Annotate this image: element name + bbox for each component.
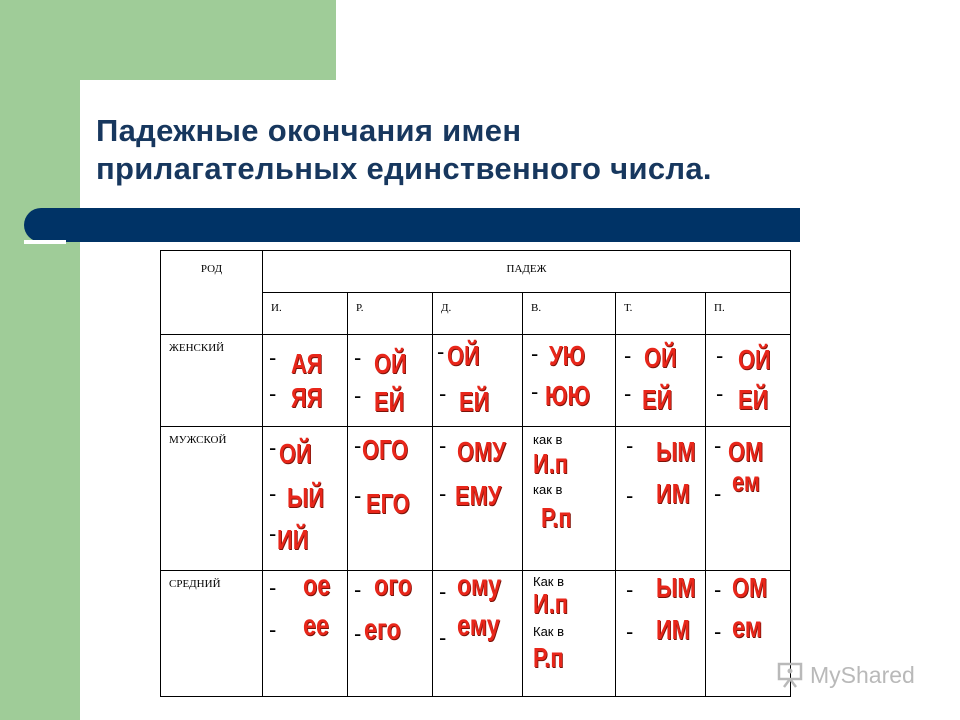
dash: - [269, 481, 277, 506]
dash: - [714, 481, 722, 506]
dash: - [269, 435, 277, 460]
dash: - [716, 381, 724, 406]
dash: - [354, 433, 362, 458]
presentation-board-icon [776, 662, 804, 688]
dash: - [714, 577, 722, 602]
ending: ОЙ [279, 438, 312, 469]
ending: ИМ [656, 614, 690, 645]
case-genitive: Р. [348, 293, 433, 335]
cell-masc-pre [706, 427, 791, 571]
ending: ому [457, 570, 502, 602]
dash: - [269, 381, 277, 406]
cell-fem-dat [433, 335, 523, 427]
dash: - [439, 433, 447, 458]
dash: - [626, 433, 634, 458]
table-row-masculine [161, 427, 791, 571]
ending: ему [457, 609, 500, 642]
header-case: ПАДЕЖ [263, 251, 791, 293]
cell-masc-acc [523, 427, 616, 571]
ending: ОМУ [457, 436, 506, 467]
ending: Р.п [541, 502, 572, 533]
dash: - [354, 621, 362, 646]
cell-fem-acc [523, 335, 616, 427]
dash: - [269, 575, 277, 600]
dash: - [626, 619, 634, 644]
ending: ЮЮ [545, 380, 591, 411]
dash: - [714, 433, 722, 458]
ending: ЫМ [656, 436, 696, 467]
endings-table [160, 250, 791, 697]
dash: - [354, 383, 362, 408]
ending: ЕЙ [459, 386, 490, 417]
title-underline-bar [24, 208, 800, 242]
dash: - [354, 345, 362, 370]
cell-masc-nom [263, 427, 348, 571]
green-top-block [0, 0, 336, 80]
ending: его [364, 613, 401, 646]
case-instrumental: Т. [616, 293, 706, 335]
dash: - [626, 483, 634, 508]
cell-neut-acc [523, 571, 616, 697]
case-dative: Д. [433, 293, 523, 335]
title-line-1: Падежные окончания имен [96, 113, 522, 148]
ending: И.п [533, 448, 568, 479]
cell-fem-ins [616, 335, 706, 427]
case-nominative: И. [263, 293, 348, 335]
case-accusative: В. [523, 293, 616, 335]
ending: ем [732, 466, 761, 497]
dash: - [626, 577, 634, 602]
bar-notch [24, 240, 66, 244]
ending: УЮ [549, 340, 586, 371]
dash: - [531, 379, 539, 404]
dash: - [354, 577, 362, 602]
dash: - [269, 617, 277, 642]
dash: - [269, 345, 277, 370]
ending: ИЙ [277, 524, 309, 555]
ending: ЫМ [656, 572, 696, 603]
dash: - [439, 579, 447, 604]
ending: ого [374, 570, 413, 602]
ending: ое [303, 570, 331, 602]
dash: - [531, 341, 539, 366]
ending: ИМ [656, 478, 690, 509]
ending: ЕЙ [374, 386, 405, 417]
cell-fem-nom [263, 335, 348, 427]
gender-label-feminine: ЖЕНСКИЙ [161, 335, 263, 427]
table-row-neuter [161, 571, 791, 697]
dash: - [354, 483, 362, 508]
ending: И.п [533, 588, 568, 619]
dash: - [439, 381, 447, 406]
table-row-feminine [161, 335, 791, 427]
ending: ЯЯ [291, 382, 323, 413]
ending: ОГО [362, 434, 409, 465]
case-prepositional: П. [706, 293, 791, 335]
cell-neut-gen [348, 571, 433, 697]
cell-neut-ins [616, 571, 706, 697]
ending: ЕМУ [455, 480, 502, 511]
gender-label-masculine: МУЖСКОЙ [161, 427, 263, 571]
ending: ОЙ [374, 348, 407, 379]
ending: ЫЙ [287, 482, 325, 513]
cell-fem-gen [348, 335, 433, 427]
dash: - [439, 625, 447, 650]
gender-label-neuter: СРЕДНИЙ [161, 571, 263, 697]
dash: - [716, 343, 724, 368]
ending: ОЙ [644, 342, 677, 373]
accusative-note: Как в [533, 624, 565, 639]
cell-masc-ins [616, 427, 706, 571]
cell-masc-gen [348, 427, 433, 571]
watermark [776, 658, 915, 692]
ending: АЯ [291, 348, 323, 379]
cell-neut-dat [433, 571, 523, 697]
dash: - [624, 343, 632, 368]
ending: ОЙ [738, 344, 771, 375]
green-side-strip [0, 0, 80, 720]
header-gender: РОД [161, 251, 263, 335]
cell-masc-dat [433, 427, 523, 571]
ending: ОМ [732, 572, 768, 603]
ending: ЕЙ [738, 384, 769, 415]
dash: - [714, 619, 722, 644]
accusative-note: как в [533, 482, 563, 497]
ending: ЕГО [366, 488, 410, 519]
ending: ЕЙ [642, 384, 673, 415]
accusative-note: как в [533, 432, 563, 447]
cell-fem-pre [706, 335, 791, 427]
dash: - [437, 339, 445, 364]
dash: - [439, 481, 447, 506]
cell-neut-nom [263, 571, 348, 697]
ending: ОМ [728, 436, 764, 467]
dash: - [269, 521, 277, 546]
ending: ОЙ [447, 340, 480, 371]
ending: ем [732, 611, 763, 644]
dash: - [624, 381, 632, 406]
ending: Р.п [533, 642, 564, 673]
watermark-text: MyShared [810, 661, 915, 688]
slide-title [96, 112, 856, 188]
title-line-2: прилагательных единственного числа. [96, 151, 712, 186]
accusative-note: Как в [533, 574, 565, 589]
ending: ее [303, 609, 330, 642]
